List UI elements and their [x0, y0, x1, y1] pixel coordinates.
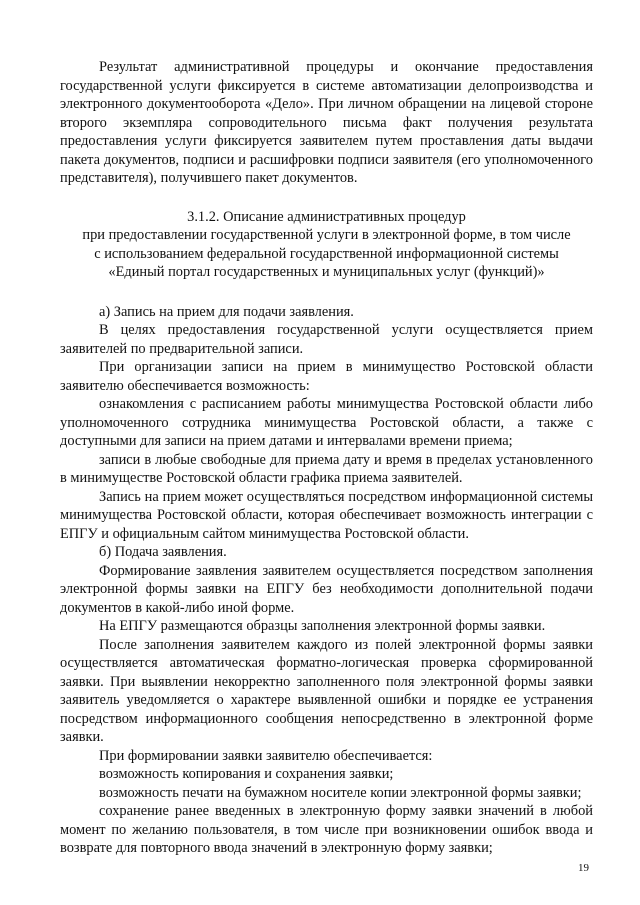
heading-line: с использованием федеральной государственной информационной системы [94, 245, 559, 262]
body-paragraph: При организации записи на прием в минимущество Ростовской области заявителю обеспечивается возможность: [60, 359, 593, 394]
body-paragraph: После заполнения заявителем каждого из полей электронной формы заявки осуществляется автоматическая форматно-логическая проверка сформированной заявки. При выявлении некорректно заполненного поля электронной формы заявки заявитель уведомляется о характере выявленной ошибки и порядке ее устранения посредством информационного сообщения непосредственно в электронной форме заявки. [60, 636, 593, 745]
heading-line: 3.1.2. Описание административных процедур [187, 208, 466, 225]
body-paragraph: возможность копирования и сохранения заявки; [99, 766, 394, 782]
page-content [60, 58, 593, 858]
body-paragraph: ознакомления с расписанием работы минимущества Ростовской области либо уполномоченного сотрудника минимущества Ростовской области, а также с доступными для записи на прием датами и интервалами времени приема; [60, 396, 593, 449]
body-paragraph: б) Подача заявления. [99, 544, 227, 560]
heading-line: при предоставлении государственной услуги в электронной форме, в том числе [82, 227, 571, 243]
body-paragraph: а) Запись на прием для подачи заявления. [99, 303, 354, 320]
body-paragraph: Формирование заявления заявителем осуществляется посредством заполнения электронной формы заявки на ЕПГУ без необходимости дополнительной подачи документов в какой-либо иной форме. [60, 562, 593, 616]
body-paragraph: На ЕПГУ размещаются образцы заполнения электронной формы заявки. [99, 618, 546, 634]
body-paragraph: При формировании заявки заявителю обеспечивается: [99, 747, 433, 764]
body-paragraph: Запись на прием может осуществляться посредством информационной системы минимущества Ростовской области, которая обеспечивает возможность интеграции с ЕПГУ и официальным сайтом минимущества Ростовской области. [60, 488, 593, 542]
section-heading [60, 208, 593, 282]
body-paragraph: сохранение ранее введенных в электронную форму заявки значений в любой момент по желанию пользователя, в том числе при возникновении ошибок ввода и возврате для повторного ввода значений в электронную форму заявки; [60, 803, 593, 856]
body-paragraph: В целях предоставления государственной услуги осуществляется прием заявителей по предварительной записи. [60, 322, 593, 357]
page-number: 19 [578, 862, 589, 874]
heading-line: «Единый портал государственных и муниципальных услуг (функций)» [108, 264, 545, 280]
body-paragraph: возможность печати на бумажном носителе копии электронной формы заявки; [99, 784, 582, 801]
body-paragraph: записи в любые свободные для приема дату и время в пределах установленного в минимуществе Ростовской области графика приема заявителей. [60, 451, 593, 486]
intro-paragraph: Результат административной процедуры и окончание предоставления государственной услуги фиксируется в системе автоматизации делопроизводства и электронного документооборота «Дело». При личном обращении на лицевой стороне второго экземпляра сопроводительного письма факт получения результата предоставления услуги фиксируется заявителем путем проставления даты выдачи пакета документов, подписи и расшифровки подписи заявителя (его уполномоченного представителя), получившего пакет документов. [60, 59, 593, 186]
